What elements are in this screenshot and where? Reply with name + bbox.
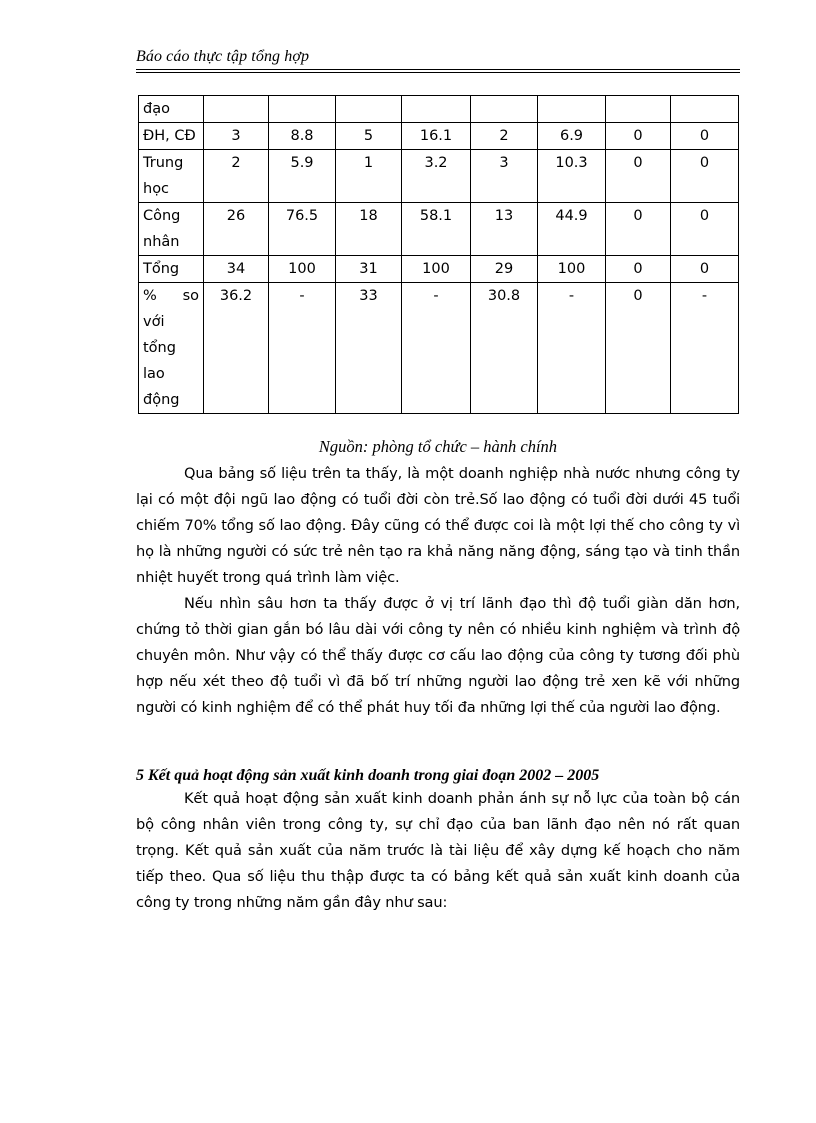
header-rule-thin [136, 72, 740, 73]
header-rule [136, 69, 740, 70]
page-header-title: Báo cáo thực tập tổng hợp [136, 48, 310, 65]
table-cell: 0 [606, 203, 671, 256]
row-label: đạo [139, 96, 204, 123]
row-label-part: so [182, 288, 199, 304]
table-cell: 0 [606, 123, 671, 150]
table-cell: - [538, 283, 606, 414]
table-cell: 0 [606, 256, 671, 283]
section-heading: 5 Kết quả hoạt động sản xuất kinh doanh trong giai đoạn 2002 – 2005 [136, 767, 600, 784]
table-cell: 3.2 [402, 150, 471, 203]
table-cell: 0 [671, 256, 739, 283]
table-cell: 5.9 [269, 150, 336, 203]
table-cell: 3 [471, 150, 538, 203]
table-row [139, 123, 739, 150]
table-source-note: Nguồn: phòng tổ chức – hành chính [318, 437, 558, 456]
table-cell [471, 96, 538, 123]
table-cell: 34 [204, 256, 269, 283]
table-cell: 8.8 [269, 123, 336, 150]
table-cell: 26 [204, 203, 269, 256]
table-cell: 5 [336, 123, 402, 150]
row-label-part: % [143, 288, 157, 304]
table-cell: 13 [471, 203, 538, 256]
table-cell: 0 [671, 203, 739, 256]
paragraph: Kết quả hoạt động sản xuất kinh doanh phản ánh sự nỗ lực của toàn bộ cán bộ công nhân viên trong công ty, sự chỉ đạo của ban lãnh đạo nên nó rất quan trọng. Kết quả sản xuất của năm trước là tài liệu để xây dựng kế hoạch cho năm tiếp theo. Qua số liệu thu thập được ta có bảng kết quả sản xuất kinh doanh của công ty trong những năm gần đây như sau: [136, 790, 740, 911]
table-cell: 100 [538, 256, 606, 283]
table-cell: 10.3 [538, 150, 606, 203]
table-cell: 36.2 [204, 283, 269, 414]
row-label-part: với tổng lao động [143, 314, 180, 408]
table-cell: 0 [671, 150, 739, 203]
table-cell [671, 96, 739, 123]
table-cell [204, 96, 269, 123]
table-cell: 0 [606, 283, 671, 414]
table-cell: 29 [471, 256, 538, 283]
table-cell: 18 [336, 203, 402, 256]
table-row [139, 256, 739, 283]
table-cell: 3 [204, 123, 269, 150]
table-cell [402, 96, 471, 123]
paragraph: Nếu nhìn sâu hơn ta thấy được ở vị trí lãnh đạo thì độ tuổi giàn dăn hơn, chứng tỏ thời gian gắn bó lâu dài với công ty nên có nhiều kinh nghiệm và trình độ chuyên môn. Như vậy có thể thấy được cơ cấu lao động của công ty tương đối phù hợp nếu xét theo độ tuổi vì đã bố trí những người lao động trẻ xen kẽ với những người có kinh nghiệm để có thể phát huy tối đa những lợi thế của người lao động. [136, 595, 740, 716]
table-row [139, 203, 739, 256]
paragraph: Qua bảng số liệu trên ta thấy, là một doanh nghiệp nhà nước nhưng công ty lại có một đội ngũ lao động có tuổi đời còn trẻ.Số lao động có tuổi đời dưới 45 tuổi chiếm 70% tổng số lao động. Đây cũng có thể được coi là một lợi thế cho công ty vì họ là những người có sức trẻ nên tạo ra khả năng năng động, sáng tạo và tinh thần nhiệt huyết trong quá trình làm việc. [136, 465, 740, 586]
table-cell [269, 96, 336, 123]
table-cell: 76.5 [269, 203, 336, 256]
table-cell [336, 96, 402, 123]
table-cell: 16.1 [402, 123, 471, 150]
table-cell: 6.9 [538, 123, 606, 150]
table-row [139, 150, 739, 203]
labor-structure-table [138, 95, 739, 414]
section-text [136, 786, 740, 916]
analysis-text [136, 461, 740, 721]
table-cell [538, 96, 606, 123]
table-cell: 58.1 [402, 203, 471, 256]
row-label: Công nhân [139, 203, 204, 256]
row-label: Tổng [139, 256, 204, 283]
table-cell: 0 [606, 150, 671, 203]
table-cell: 33 [336, 283, 402, 414]
table-cell: 31 [336, 256, 402, 283]
table-cell: 2 [471, 123, 538, 150]
row-label: Trung học [139, 150, 204, 203]
table-cell: 2 [204, 150, 269, 203]
table-cell: 0 [671, 123, 739, 150]
table-row-percent [139, 283, 739, 414]
row-label [139, 283, 204, 414]
table-cell: - [402, 283, 471, 414]
table-cell: - [671, 283, 739, 414]
table-cell: 44.9 [538, 203, 606, 256]
table-cell: 1 [336, 150, 402, 203]
row-label: ĐH, CĐ [139, 123, 204, 150]
table-cell: 30.8 [471, 283, 538, 414]
table-cell: 100 [402, 256, 471, 283]
table-cell [606, 96, 671, 123]
table-cell: 100 [269, 256, 336, 283]
table-row [139, 96, 739, 123]
table-cell: - [269, 283, 336, 414]
